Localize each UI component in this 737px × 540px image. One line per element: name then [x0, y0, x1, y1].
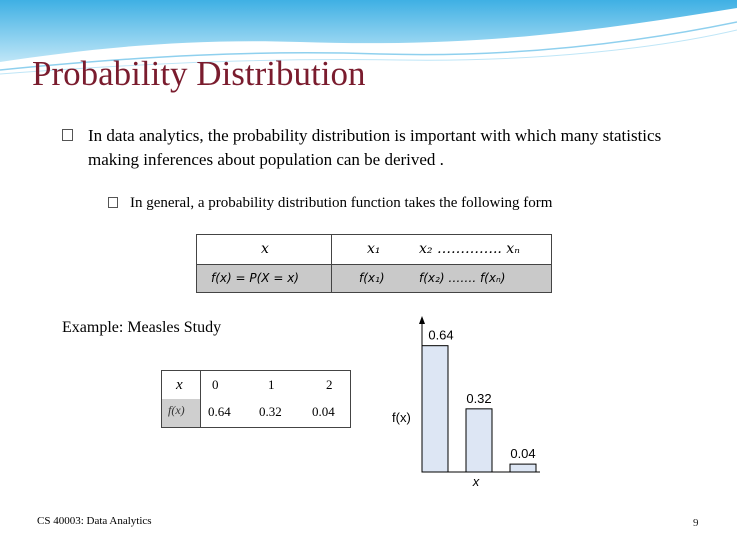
table-cell: 0.32: [259, 404, 282, 419]
bar-2: [510, 464, 536, 472]
bar-0: [422, 346, 448, 472]
bullet-box-icon: [108, 197, 118, 208]
y-axis-arrow-icon: [419, 316, 425, 324]
row-label-x: x: [176, 377, 183, 393]
row-label-fx: f(x): [168, 403, 185, 417]
table-cell: 0.64: [208, 404, 231, 419]
example-label: Example: Measles Study: [62, 319, 222, 336]
probability-bar-chart: [380, 312, 550, 492]
table-header-cell: x₂ ………….. xₙ: [419, 241, 520, 257]
data-label: 0.32: [466, 390, 492, 406]
table-cell: f(x₂) ……. f(xₙ): [419, 271, 506, 285]
sub-bullet-text: In general, a probability distribution function takes the following form: [130, 195, 553, 211]
data-label: 0.64: [428, 327, 454, 343]
bullet-box-icon: [62, 129, 73, 141]
table-cell: 1: [268, 377, 275, 392]
table-cell: 0.04: [312, 404, 335, 419]
table-cell: 2: [326, 377, 333, 392]
table-header-cell: x₁: [367, 241, 381, 257]
slide-title: Probability Distribution: [32, 54, 366, 93]
bar-1: [466, 409, 492, 472]
divider: [200, 371, 201, 427]
table-cell: 0: [212, 377, 219, 392]
page-number: 9: [693, 517, 699, 529]
table-cell: f(x) = P(X = x): [211, 271, 299, 285]
divider: [331, 235, 332, 292]
y-axis-label: f(x): [392, 410, 411, 425]
measles-table: [161, 370, 351, 428]
table-cell: f(x₁): [359, 271, 385, 285]
main-bullet-text: In data analytics, the probability distribution is important with which many statistics making inferences about population can be derived .: [88, 126, 662, 169]
data-label: 0.04: [510, 446, 536, 462]
footer-course: CS 40003: Data Analytics: [37, 515, 152, 527]
distribution-form-table: [196, 234, 552, 293]
x-axis-label: x: [472, 474, 480, 489]
table-header-cell: x: [261, 241, 269, 257]
